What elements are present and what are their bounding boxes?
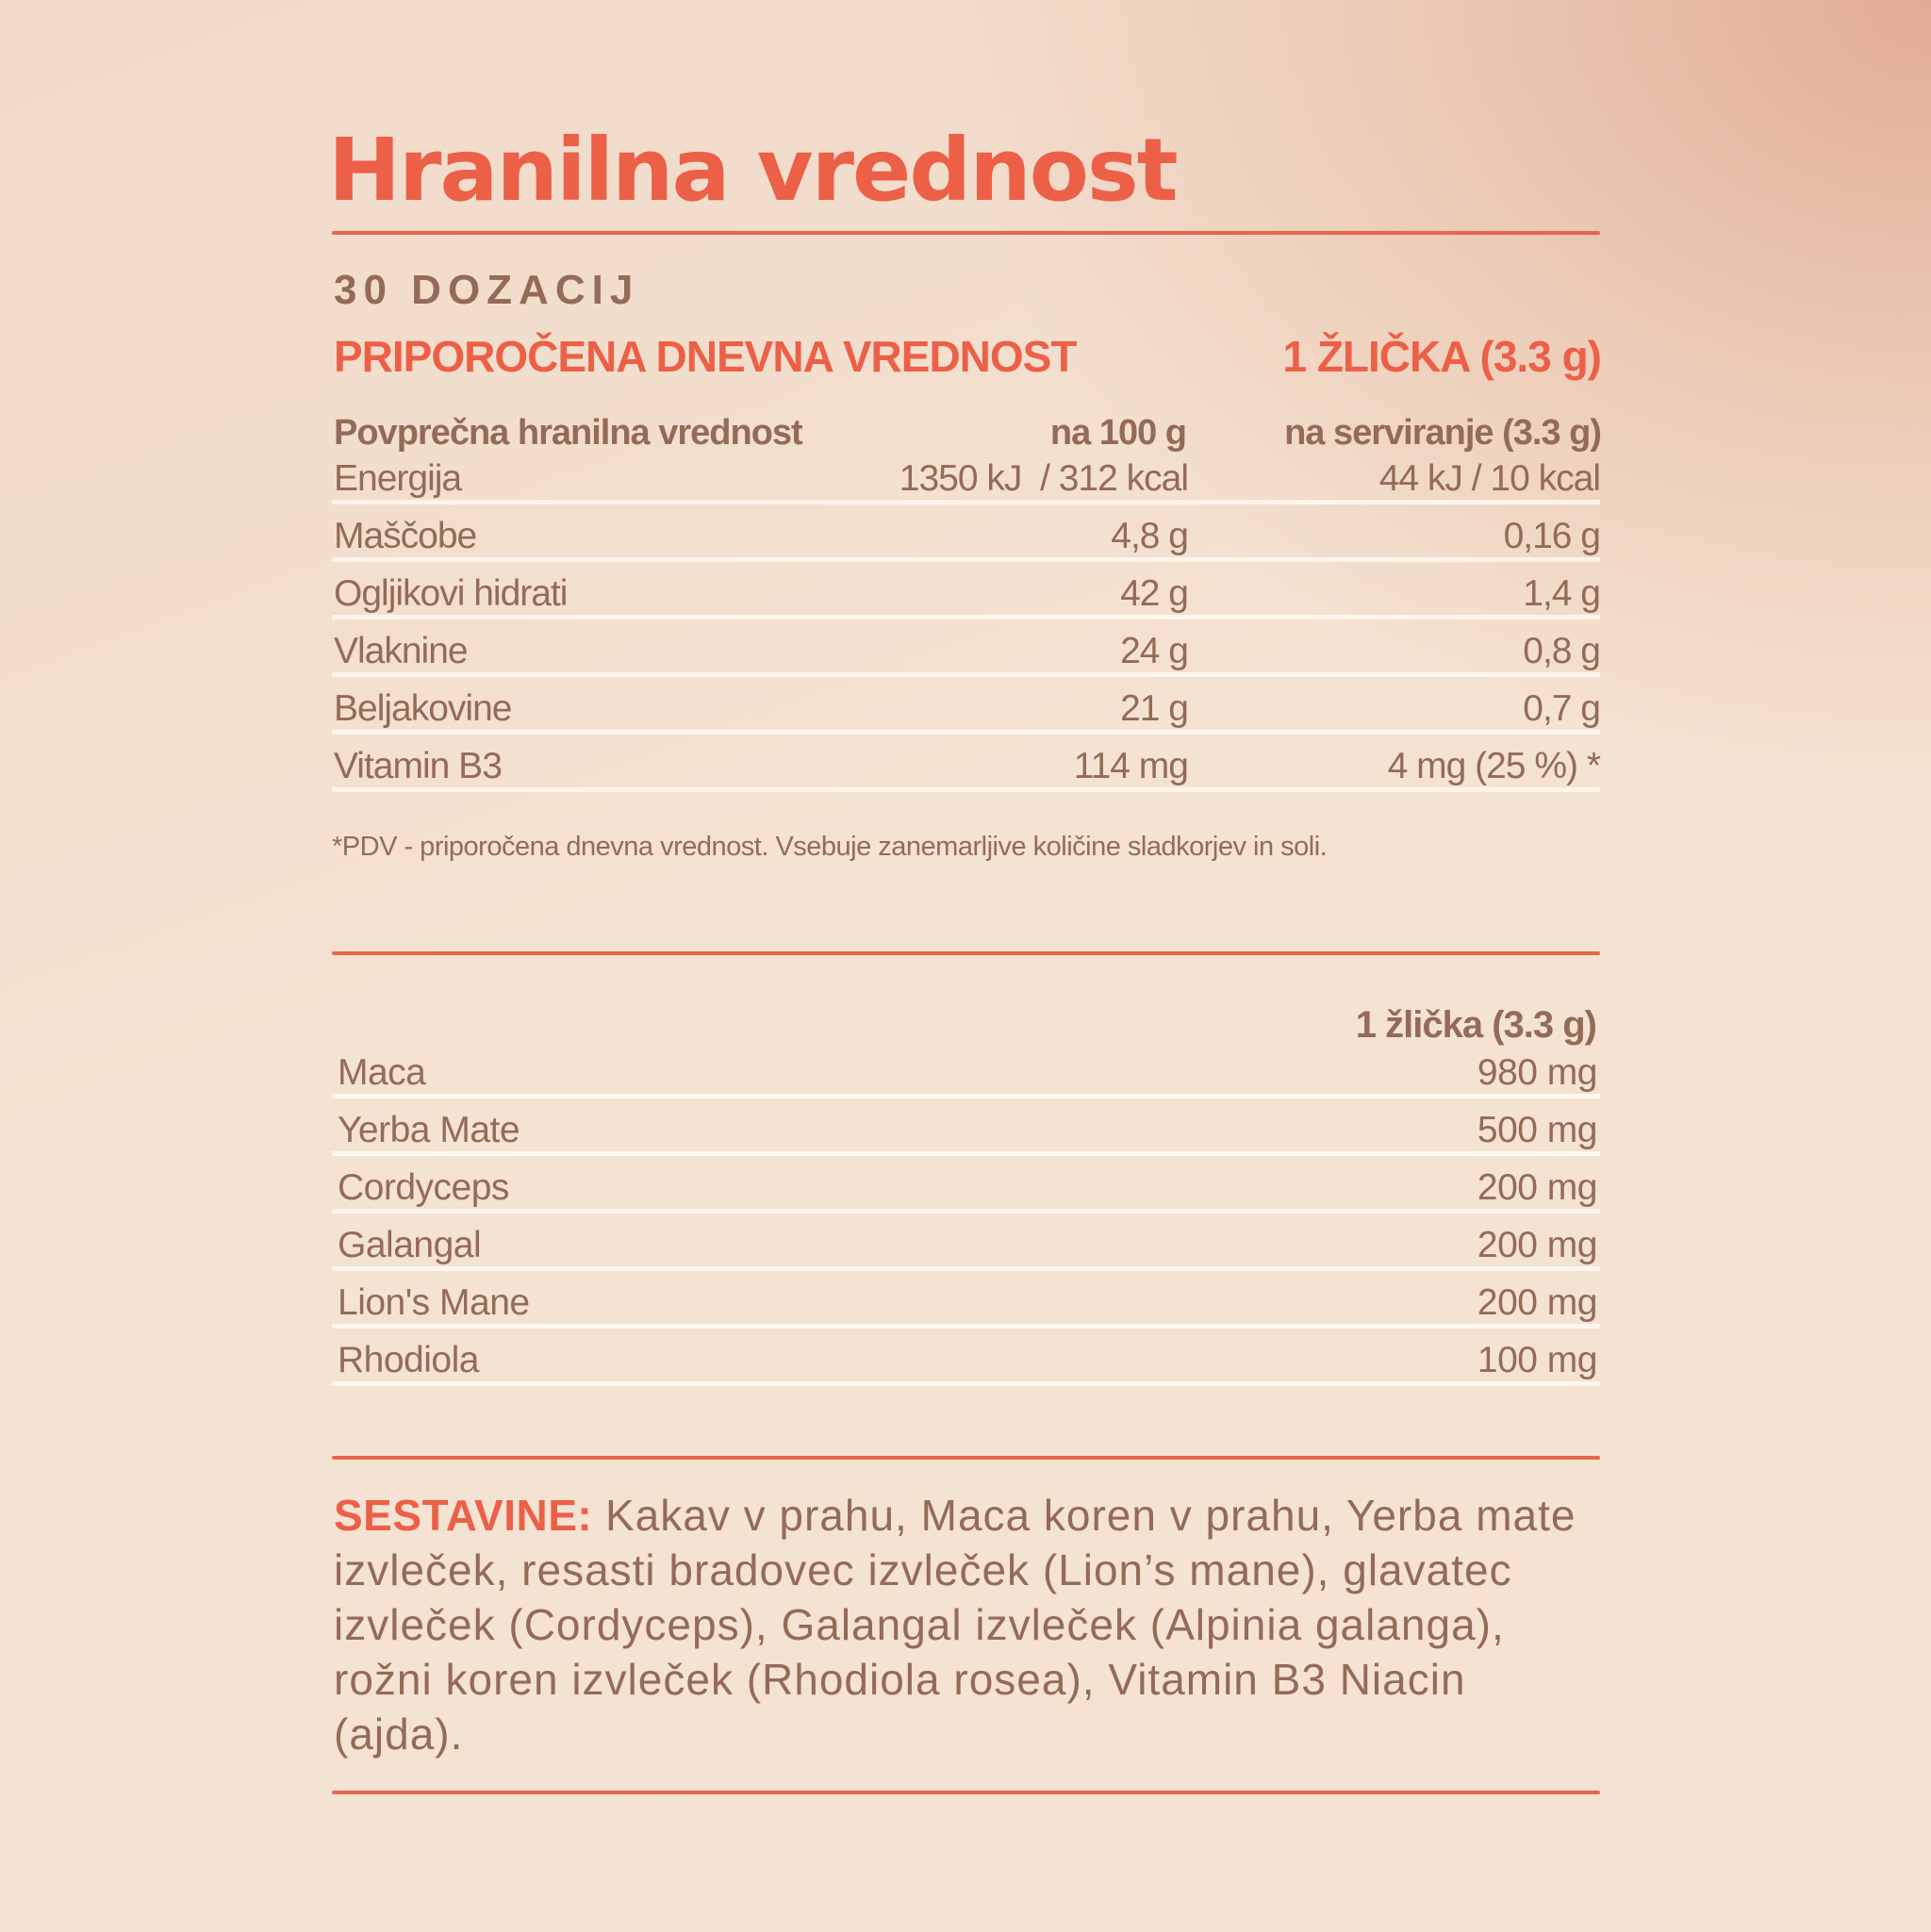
active-name: Cordyceps	[338, 1167, 509, 1208]
nutrient-name: Energija	[334, 458, 462, 499]
nutrient-name: Maščobe	[334, 516, 477, 556]
row-underline	[332, 1381, 1600, 1386]
ingredients-paragraph	[334, 1488, 1607, 1761]
nutrition-header-name: Povprečna hranilna vrednost	[334, 413, 802, 453]
nutrient-per100: 114 mg	[1073, 746, 1188, 786]
nutrient-per-serving: 4 mg (25 %) *	[1387, 746, 1600, 786]
divider-middle	[332, 951, 1600, 955]
active-name: Maca	[338, 1052, 426, 1093]
footnote: *PDV - priporočena dnevna vrednost. Vsebuje zanemarljive količine sladkorjev in soli.	[332, 832, 1328, 862]
nutrition-row	[332, 619, 1600, 677]
nutrition-header-serving: na serviranje (3.3 g)	[1284, 413, 1601, 453]
nutrient-per100: 21 g	[1120, 688, 1188, 729]
actives-header: 1 žlička (3.3 g)	[1355, 1004, 1596, 1046]
nutrition-row	[332, 504, 1600, 562]
nutrient-per100: 24 g	[1120, 631, 1188, 671]
nutrient-per-serving: 0,7 g	[1523, 688, 1600, 729]
page-title: Hranilna vrednost	[328, 120, 1177, 221]
nutrient-per-serving: 44 kJ / 10 kcal	[1378, 458, 1600, 499]
nutrient-per100: 4,8 g	[1111, 516, 1188, 556]
divider-ingredients	[332, 1456, 1600, 1460]
nutrition-row	[332, 447, 1600, 504]
nutrient-per100: 42 g	[1120, 573, 1188, 614]
active-name: Yerba Mate	[338, 1110, 520, 1150]
rdv-serving: 1 ŽLIČKA (3.3 g)	[1282, 332, 1601, 381]
active-ingredient-row	[332, 1098, 1600, 1156]
active-name: Rhodiola	[338, 1340, 479, 1380]
nutrition-header-per100: na 100 g	[1049, 413, 1186, 453]
active-ingredient-row	[332, 1271, 1600, 1329]
nutrient-per100: 1350 kJ / 312 kcal	[899, 458, 1188, 499]
active-name: Lion's Mane	[338, 1282, 530, 1323]
active-amount: 200 mg	[1477, 1225, 1597, 1265]
active-amount: 980 mg	[1477, 1052, 1597, 1093]
nutrient-name: Beljakovine	[334, 688, 512, 729]
ingredients-label: SESTAVINE:	[334, 1491, 593, 1540]
nutrition-row	[332, 677, 1600, 735]
active-name: Galangal	[338, 1225, 482, 1265]
nutrition-row	[332, 735, 1600, 792]
nutrient-name: Ogljikovi hidrati	[334, 573, 568, 614]
active-amount: 200 mg	[1477, 1282, 1597, 1323]
active-ingredient-row	[332, 1041, 1600, 1098]
divider-top	[332, 231, 1600, 235]
nutrition-row	[332, 562, 1600, 619]
active-ingredient-row	[332, 1214, 1600, 1271]
nutrient-per-serving: 1,4 g	[1523, 573, 1600, 614]
active-amount: 200 mg	[1477, 1167, 1597, 1208]
nutrient-per-serving: 0,16 g	[1503, 516, 1600, 556]
rdv-label: PRIPOROČENA DNEVNA VREDNOST	[334, 332, 1077, 381]
nutrient-per-serving: 0,8 g	[1523, 631, 1600, 671]
active-ingredient-row	[332, 1156, 1600, 1214]
nutrient-name: Vitamin B3	[334, 746, 502, 786]
active-amount: 500 mg	[1477, 1110, 1597, 1150]
divider-bottom	[332, 1791, 1600, 1794]
active-ingredient-row	[332, 1329, 1600, 1386]
nutrient-name: Vlaknine	[334, 631, 468, 671]
active-amount: 100 mg	[1477, 1340, 1597, 1380]
ingredients-text: Kakav v prahu, Maca koren v prahu, Yerba mate izvleček, resasti bradovec izvleček (Lion’s mane), glavatec izvleček (Cordyceps), Galangal izvleček (Alpinia galanga), rožni koren izvleček (Rhodiola rosea), Vitamin B3 Niacin (ajda).	[334, 1491, 1576, 1759]
doses-count: 30 DOZACIJ	[334, 267, 640, 313]
